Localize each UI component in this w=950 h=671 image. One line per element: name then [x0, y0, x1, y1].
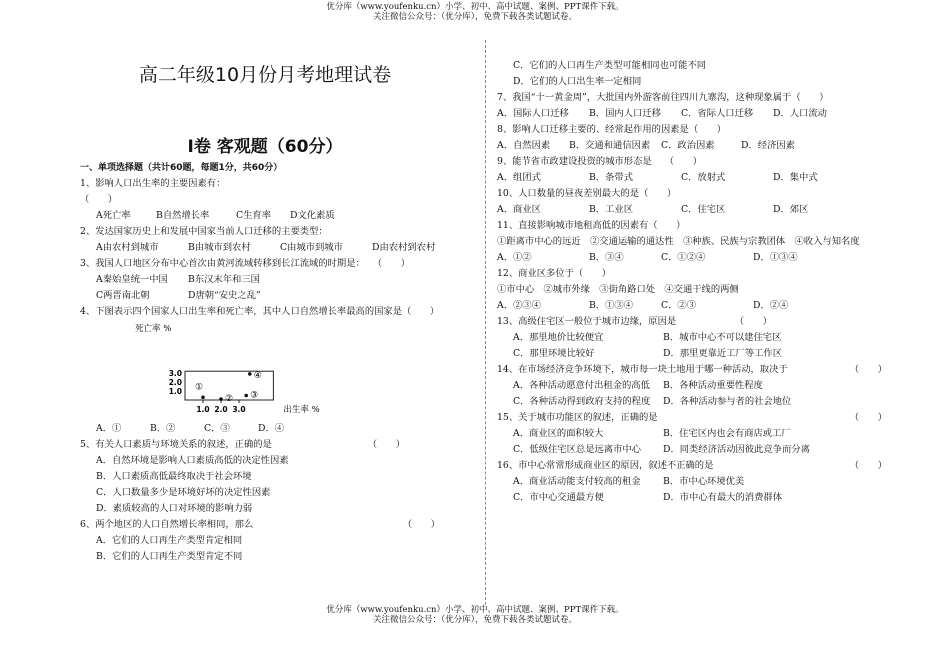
option[interactable]: C．各种活动得到政府支持的程度	[513, 396, 651, 407]
question-8-stem: 8、影响人口迁移主要的、经常起作用的因素是（ ）	[497, 124, 727, 135]
option[interactable]: A．国际人口迁移	[497, 108, 569, 119]
option[interactable]: B．交通和通信因素	[569, 140, 651, 151]
question-14-stem	[497, 364, 887, 376]
option[interactable]: C．它们的人口再生产类型可能相同也可能不同	[513, 60, 707, 71]
birth-death-rate-chart	[80, 322, 480, 417]
option[interactable]: C．②③	[661, 300, 697, 311]
y-tick-label: 1.0	[168, 387, 182, 396]
question-9-stem	[497, 156, 887, 168]
question-1-paren: （ ）	[80, 194, 118, 205]
question-14-options-b	[497, 396, 887, 408]
point-label: ①	[194, 382, 204, 393]
option[interactable]: B．各种活动重要性程度	[663, 380, 763, 391]
header-line-1: 优分库（www.youfenku.cn）小学、初中、高中试题、案例、PPT课件下载。	[326, 2, 624, 12]
option[interactable]: D唐朝“安史之乱”	[188, 290, 261, 301]
option[interactable]: A由农村到城市	[96, 242, 159, 253]
answer-paren: （ ）	[849, 412, 887, 423]
point-label: ②	[224, 394, 234, 405]
question-3-stem	[80, 258, 480, 270]
header-line-2: 关注微信公众号：（优分库），免费下载各类试题试卷。	[372, 12, 577, 22]
option[interactable]: A死亡率	[96, 210, 131, 221]
option[interactable]: B．它们的人口再生产类型肯定不同	[96, 551, 243, 562]
option[interactable]: B．①③④	[589, 300, 634, 311]
option[interactable]: D．它们的人口出生率一定相同	[513, 76, 642, 87]
question-3-options-a	[80, 274, 480, 286]
option[interactable]: A．自然环境是影响人口素质高低的决定性因素	[96, 455, 289, 466]
option[interactable]: A．商业区	[497, 204, 541, 215]
question-6-text: 6、两个地区的人口自然增长率相同，那么	[80, 519, 254, 530]
answer-paren: （ ）	[849, 460, 887, 471]
question-1-stem: 1、影响人口出生率的主要因素有：	[80, 178, 226, 189]
question-12-items: ①市中心 ②城市外缘 ③街角路口处 ④交通干线的两侧	[497, 284, 739, 295]
option[interactable]: C．③	[204, 423, 230, 434]
page-footer	[0, 605, 950, 625]
right-column	[497, 56, 887, 508]
scatter-chart-svg	[80, 322, 340, 417]
option[interactable]: D．市中心有最大的消费群体	[663, 492, 783, 503]
option[interactable]: C．①②④	[661, 252, 706, 263]
option[interactable]: A．组团式	[497, 172, 541, 183]
question-13-text: 13、高级住宅区一般位于城市边缘，原因是	[497, 316, 677, 327]
question-5-stem	[80, 439, 480, 451]
option[interactable]: B．③④	[589, 252, 624, 263]
option[interactable]: D文化素质	[290, 210, 335, 221]
answer-paren: （ ）	[372, 258, 410, 269]
answer-paren: （ ）	[367, 439, 405, 450]
question-15-options-a	[497, 428, 887, 440]
option[interactable]: A．①	[96, 423, 122, 434]
question-2-options	[80, 242, 480, 254]
option[interactable]: D由农村到农村	[372, 242, 436, 253]
x-tick-label: 3.0	[232, 405, 246, 414]
question-14-options-a	[497, 380, 887, 392]
option[interactable]: C．市中心交通最方便	[513, 492, 604, 503]
option[interactable]: C由城市到城市	[280, 242, 343, 253]
question-11-options	[497, 252, 887, 264]
answer-paren: （ ）	[664, 156, 702, 167]
question-16-stem	[497, 460, 887, 472]
data-point	[201, 396, 205, 400]
question-15-stem	[497, 412, 887, 424]
question-16-options-b	[497, 492, 887, 504]
question-11-stem: 11、直接影响城市地租高低的因素有（ ）	[497, 220, 686, 231]
question-1-options	[80, 210, 480, 222]
option[interactable]: A．自然因素	[497, 140, 551, 151]
question-3-options-b	[80, 290, 480, 302]
answer-paren: （ ）	[734, 316, 772, 327]
question-16-options-a	[497, 476, 887, 488]
point-label: ③	[250, 390, 259, 401]
option[interactable]: A．商业区的面积较大	[513, 428, 604, 439]
option[interactable]: D．人口流动	[773, 108, 827, 119]
option[interactable]: D．经济因素	[741, 140, 795, 151]
question-11-items: ①距离市中心的远近 ②交通运输的通达性 ③种族、民族与宗教团体 ④收入与知名度	[497, 236, 860, 247]
question-8-options	[497, 140, 887, 152]
left-column	[80, 62, 480, 567]
option[interactable]: B．国内人口迁移	[589, 108, 661, 119]
data-point	[244, 394, 248, 398]
question-2-stem: 2、发达国家历史上和发展中国家当前人口迁移的主要类型：	[80, 226, 328, 237]
option[interactable]: D．各种活动参与者的社会地位	[663, 396, 792, 407]
question-7-options	[497, 108, 887, 120]
option[interactable]: A．它们的人口再生产类型肯定相同	[96, 535, 243, 546]
question-10-options	[497, 204, 887, 216]
question-13-options-b	[497, 348, 887, 360]
option[interactable]: C．放射式	[681, 172, 726, 183]
option[interactable]: A．那里地价比较便宜	[513, 332, 604, 343]
option[interactable]: D．④	[258, 423, 285, 434]
question-6-stem	[80, 519, 480, 531]
page-header	[0, 2, 950, 22]
option[interactable]: A．①②	[497, 252, 532, 263]
answer-paren: （ ）	[849, 364, 887, 375]
option[interactable]: D．②④	[753, 300, 789, 311]
option[interactable]: D．集中式	[773, 172, 818, 183]
question-4-stem: 4、下图表示四个国家人口出生率和死亡率，其中人口自然增长率最高的国家是（ ）	[80, 306, 440, 317]
question-16-text: 16、市中心常常形成商业区的原因，叙述不正确的是	[497, 460, 714, 471]
option[interactable]: B东汉末年和三国	[188, 274, 260, 285]
option[interactable]: C．政治因素	[661, 140, 715, 151]
option[interactable]: C两晋南北朝	[96, 290, 150, 301]
y-tick-label: 3.0	[168, 369, 182, 378]
section-title: Ⅰ卷 客观题（60分）	[187, 137, 343, 157]
option[interactable]: C．住宅区	[681, 204, 726, 215]
y-tick-label: 2.0	[168, 378, 182, 387]
section-instruction: 一、单项选择题（共计60题，每题1分，共60分）	[80, 163, 283, 173]
option[interactable]: A秦始皇统一中国	[96, 274, 168, 285]
option[interactable]: C．人口数量多少是环境好坏的决定性因素	[96, 487, 271, 498]
answer-paren: （ ）	[402, 519, 440, 530]
question-12-options	[497, 300, 887, 312]
option[interactable]: C．省际人口迁移	[681, 108, 754, 119]
y-axis-label: 死亡率 %	[135, 324, 172, 334]
data-point	[248, 372, 252, 376]
option[interactable]: B自然增长率	[156, 210, 210, 221]
question-10-stem: 10、人口数量的昼夜差别最大的是（ ）	[497, 188, 677, 199]
option[interactable]: D．素质较高的人口对环境的影响力弱	[96, 503, 253, 514]
fold-line	[485, 40, 486, 605]
footer-line-1: 优分库（www.youfenku.cn）小学、初中、高中试题、案例、PPT课件下载。	[326, 605, 624, 615]
option[interactable]: B由城市到农村	[188, 242, 251, 253]
footer-line-2: 关注微信公众号：（优分库），免费下载各类试题试卷。	[372, 615, 577, 625]
question-13-options-a	[497, 332, 887, 344]
option[interactable]: A．②③④	[497, 300, 541, 311]
option[interactable]: B．人口素质高低最终取决于社会环境	[96, 471, 252, 482]
question-5-text: 5、有关人口素质与环境关系的叙述，正确的是	[80, 439, 272, 450]
option[interactable]: B．城市中心不可以建住宅区	[663, 332, 782, 343]
option[interactable]: A．商业活动能支付较高的租金	[513, 476, 641, 487]
question-9-text: 9、能节省市政建设投资的城市形态是	[497, 156, 652, 167]
x-tick-label: 2.0	[214, 405, 228, 414]
option[interactable]: C．低级住宅区总是远离市中心	[513, 444, 641, 455]
option[interactable]: C．那里环境比较好	[513, 348, 595, 359]
option[interactable]: B．工业区	[589, 204, 634, 215]
option[interactable]: B．市中心环境优美	[663, 476, 745, 487]
option[interactable]: D．那里更靠近工厂等工作区	[663, 348, 783, 359]
question-9-options	[497, 172, 887, 184]
question-7-stem: 7、我国“十一黄金周”，大批国内外游客前往四川九寨沟，这种现象属于（ ）	[497, 92, 829, 103]
option[interactable]: B．②	[150, 423, 176, 434]
option[interactable]: B．住宅区内也会有商店或工厂	[663, 428, 791, 439]
question-15-options-b	[497, 444, 887, 456]
x-tick-label: 1.0	[196, 405, 210, 414]
exam-title: 高二年级10月份月考地理试卷	[138, 64, 392, 86]
data-point	[219, 397, 223, 401]
x-axis-label: 出生率 %	[283, 405, 320, 415]
question-3-text: 3、我国人口地区分布中心首次由黄河流域转移到长江流域的时期是：	[80, 258, 365, 269]
option[interactable]: D．同类经济活动因彼此竞争而分离	[663, 444, 810, 455]
point-label: ④	[253, 370, 262, 381]
option[interactable]: A．各种活动愿意付出租金的高低	[513, 380, 650, 391]
option[interactable]: D．郊区	[773, 204, 809, 215]
option[interactable]: D．①③④	[753, 252, 798, 263]
option[interactable]: C生育率	[236, 210, 272, 221]
question-13-stem	[497, 316, 887, 328]
question-12-stem: 12、商业区多位于（ ）	[497, 268, 612, 279]
question-4-options	[80, 423, 480, 435]
question-15-text: 15、关于城市功能区的叙述，正确的是	[497, 412, 658, 423]
question-14-text: 14、在市场经济竞争环境下，城市每一块土地用于哪一种活动，取决于	[497, 364, 788, 375]
option[interactable]: B．条带式	[589, 172, 634, 183]
